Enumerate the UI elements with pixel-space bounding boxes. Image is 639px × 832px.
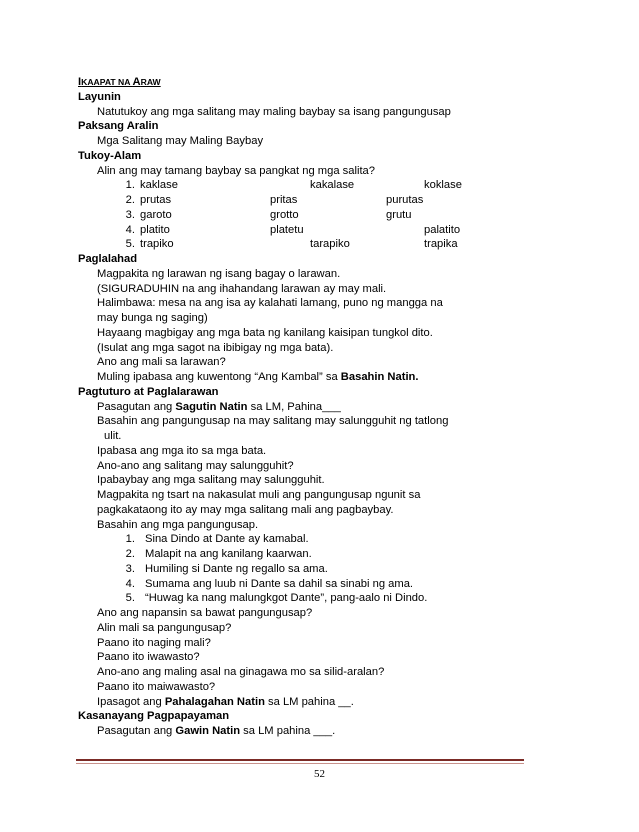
word-set-3: 3. garoto grotto grutu (125, 208, 412, 221)
pagtuturo-line: Pasagutan ang Sagutin Natin sa LM, Pahina___ (97, 400, 341, 413)
word-set-5: 5. trapiko tarapiko trapika (125, 238, 458, 251)
heading-tukoy-alam: Tukoy-Alam (78, 149, 142, 162)
sentence-item: 5. “Huwag ka nang malungkgot Dante”, pang-aalo ni Dindo. (125, 592, 428, 605)
page-number: 52 (314, 768, 325, 780)
pagtuturo-line: Ano ang napansin sa bawat pangungusap? (97, 607, 313, 619)
sentence-item: 2. Malapit na ang kanilang kaarwan. (125, 548, 312, 560)
lesson-page (78, 75, 528, 739)
word-option: purutas (386, 194, 424, 206)
kasanayang-line: Pasagutan ang Gawin Natin sa LM pahina ___. (97, 725, 336, 737)
word-option: kakalase (310, 179, 355, 192)
heading-paglalahad: Paglalahad (78, 253, 138, 265)
sentence-item: 3. Humiling si Dante ng regallo sa ama. (125, 562, 328, 575)
word-option: kaklase (140, 179, 178, 192)
paglalahad-line: (Isulat ang mga sagot na ibibigay ng mga bata). (97, 341, 334, 354)
paglalahad-line: Magpakita ng larawan ng isang bagay o larawan. (97, 267, 341, 280)
paglalahad-line: Halimbawa: mesa na ang isa ay kalahati lamang, puno ng mangga na (97, 297, 443, 310)
paglalahad-line: Ano ang mali sa larawan? (97, 356, 226, 369)
pagtuturo-line: Ano-ano ang salitang may salungguhit? (97, 459, 294, 472)
word-option: prutas (140, 194, 172, 206)
pagtuturo-line: Ipasagot ang Pahalagahan Natin sa LM pahina __. (97, 695, 354, 708)
paglalahad-line: (SIGURADUHIN na ang ihahandang larawan ay may mali. (97, 282, 387, 295)
word-option: platetu (270, 223, 304, 236)
word-set-2: 2. prutas pritas purutas (125, 194, 424, 206)
word-option: garoto (140, 208, 172, 221)
footer-rule-thin (76, 763, 524, 764)
word-option: platito (140, 223, 170, 236)
heading-paksang-aralin: Paksang Aralin (78, 120, 159, 133)
word-set-4: 4. platito platetu palatito (125, 223, 461, 236)
word-option: pritas (270, 194, 298, 206)
pagtuturo-line: Ano-ano ang maling asal na ginagawa mo sa silid-aralan? (97, 666, 385, 678)
word-option: trapiko (140, 238, 174, 251)
word-option: tarapiko (310, 238, 350, 251)
word-option: trapika (424, 238, 458, 251)
sentence-item: 1. Sina Dindo at Dante ay kamabal. (125, 533, 309, 546)
paglalahad-line: Muling ipabasa ang kuwentong “Ang Kambal” sa Basahin Natin. (97, 371, 419, 383)
pagtuturo-line: Paano ito iwawasto? (97, 651, 200, 664)
word-option: koklase (424, 179, 462, 192)
pagtuturo-line: Ipabaybay ang mga salitang may salungguhit. (97, 474, 325, 487)
pagtuturo-line: Basahin ang mga pangungusap. (97, 518, 259, 531)
heading-pagtuturo: Pagtuturo at Paglalarawan (78, 385, 219, 398)
pagtuturo-line: Alin mali sa pangungusap? (97, 621, 232, 634)
pagtuturo-line: Magpakita ng tsart na nakasulat muli ang pangungusap ngunit sa (97, 489, 421, 501)
pagtuturo-line: Basahin ang pangungusap na may salitang may salungguhit ng tatlong (97, 415, 449, 428)
pagtuturo-line: Paano ito maiwawasto? (97, 680, 216, 693)
paglalahad-line: may bunga ng saging) (97, 312, 208, 324)
pagtuturo-line: Ipabasa ang mga ito sa mga bata. (97, 444, 267, 457)
heading-kasanayang: Kasanayang Pagpapayaman (78, 710, 230, 723)
page-title: IKAAPAT NA ARAW (78, 76, 161, 88)
pagtuturo-line: Paano ito naging mali? (97, 636, 211, 649)
footer-rule (76, 759, 524, 761)
pagtuturo-line: ulit. (104, 430, 122, 442)
tukoy-alam-question: Alin ang may tamang baybay sa pangkat ng mga salita? (97, 164, 375, 177)
word-option: palatito (424, 223, 461, 236)
word-option: grutu (386, 208, 412, 221)
heading-layunin: Layunin (78, 90, 121, 103)
pagtuturo-line: pagkakataong ito ay may mga salitang mali ang pagbaybay. (97, 503, 394, 516)
word-option: grotto (270, 208, 299, 221)
layunin-text: Natutukoy ang mga salitang may maling baybay sa isang pangungusap (97, 105, 451, 118)
paksang-aralin-text: Mga Salitang may Maling Baybay (97, 135, 264, 147)
word-set-1: 1. kaklase kakalase koklase (125, 179, 462, 192)
paglalahad-line: Hayaang magbigay ang mga bata ng kanilang kaisipan tungkol dito. (97, 326, 433, 339)
sentence-item: 4. Sumama ang luub ni Dante sa dahil sa sinabi ng ama. (125, 577, 414, 590)
